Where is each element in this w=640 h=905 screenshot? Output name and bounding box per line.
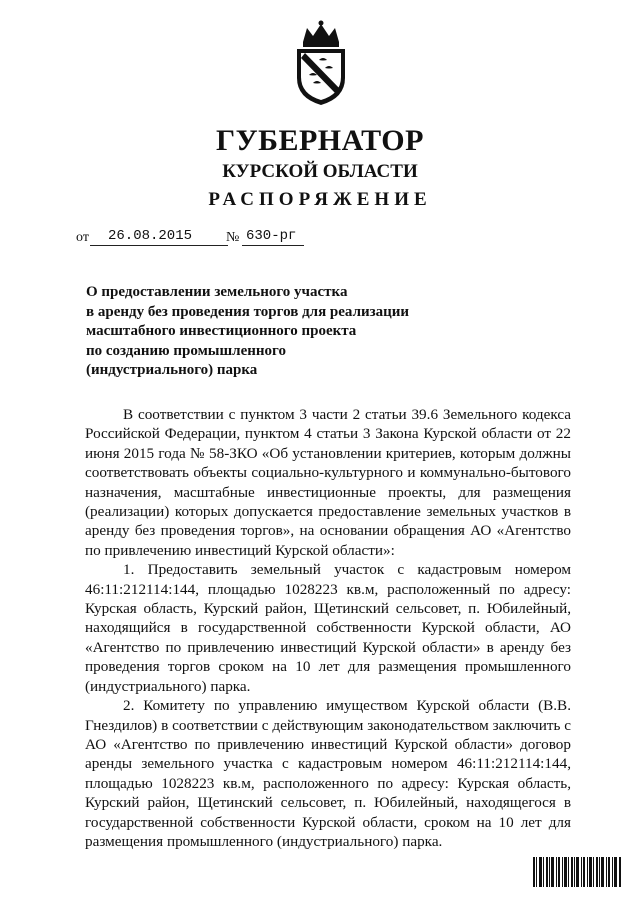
number-prefix: № <box>226 230 240 245</box>
date-prefix: от <box>76 230 89 245</box>
kursk-coat-of-arms-icon <box>289 20 353 106</box>
document-subject <box>86 283 446 381</box>
subject-line: О предоставлении земельного участка <box>86 284 348 300</box>
subject-line: масштабного инвестиционного проекта <box>86 323 357 339</box>
date-underline <box>90 245 228 246</box>
item-1-paragraph: 1. Предоставить земельный участок с кадастровым номером 46:11:212114:144, площадью 1028223 кв.м, расположенный по адресу: Курская область, Курский район, Щетинский сельсовет, п. Юбилейный, находящийся в государственной собственности Курской области, АО «Агентство по привлечению инвестиций Курской области» в аренду без проведения торгов сроком на 10 лет для размещения промышленного (индустриального) парка. <box>85 561 571 695</box>
barcode-icon <box>533 857 621 887</box>
subject-line: в аренду без проведения торгов для реализации <box>86 303 410 320</box>
page-title: ГУБЕРНАТОР <box>216 124 424 157</box>
document-body <box>85 405 571 851</box>
number-value: 630-рг <box>246 228 297 244</box>
subject-line: по созданию промышленного <box>86 342 286 359</box>
date-value: 26.08.2015 <box>108 228 193 244</box>
region-subtitle: КУРСКОЙ ОБЛАСТИ <box>222 161 418 182</box>
number-underline <box>242 245 304 246</box>
subject-line: (индустриального) парка <box>86 362 258 378</box>
intro-paragraph: В соответствии с пунктом 3 части 2 статьи 39.6 Земельного кодекса Российской Федерации, пунктом 4 статьи 3 Закона Курской области от 22 июня 2015 года № 58-ЗКО «Об установлении критериев, которым должны соответствовать объекты социально-культурного и коммунально-бытового назначения, масштабные инвестиционные проекты, для размещения (реализации) которых допускается предоставление земельных участков в аренду без проведения торгов», на основании обращения АО «Агентство по привлечению инвестиций Курской области»: <box>85 406 571 559</box>
document-type: РАСПОРЯЖЕНИЕ <box>208 189 432 210</box>
item-2-paragraph: 2. Комитету по управлению имуществом Курской области (В.В. Гнездилов) в соответствии с действующим законодательством заключить с АО «Агентство по привлечению инвестиций Курской области» договор аренды земельного участка с кадастровым номером 46:11:212114:144, площадью 1028223 кв.м, расположенного по адресу: Курская область, Курский район, Щетинский сельсовет, п. Юбилейный, находящегося в государственной собственности Курской области, сроком на 10 лет для размещения промышленного (индустриального) парка. <box>85 697 571 850</box>
